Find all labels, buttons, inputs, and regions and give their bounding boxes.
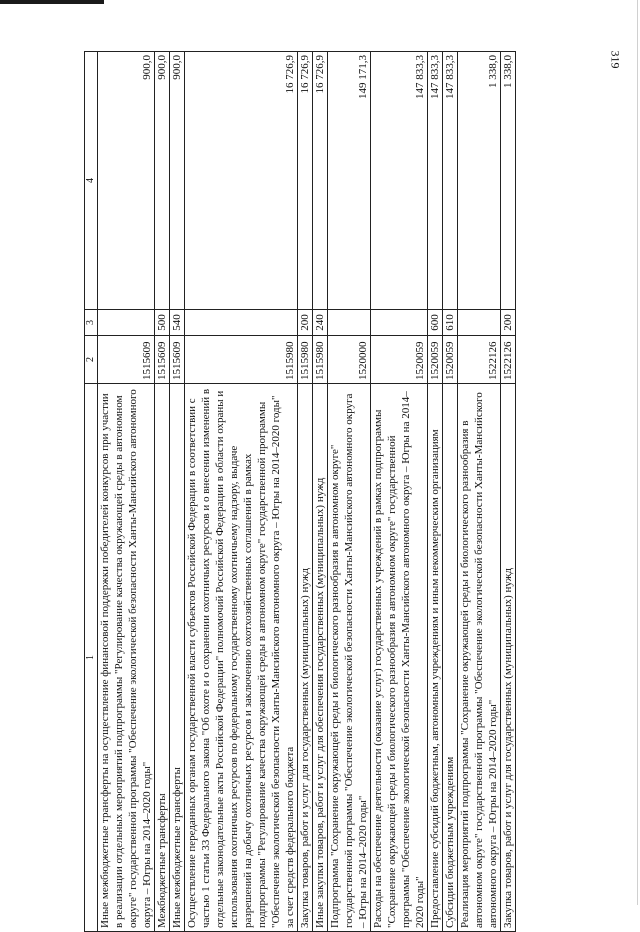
row-name-cell: Иные закупки товаров, работ и услуг для обеспечения государственных (муниципальных) нужд [313, 384, 328, 932]
table-row [443, 52, 458, 932]
table-row [313, 52, 328, 932]
row-name-cell: Осуществление переданных органам государственной власти субъектов Российской Федерации в соответствии с частью 1 статьи 33 Федерального закона "Об охоте и о сохранении охотничьих ресурсов и о внесении изменений в отдельные законодательные акты Российской Федерации" полномочий Российской Федерации в области охраны и использования охотничьих ресурсов по федеральному государственному охотничьему надзору, выдаче разрешений на добычу охотничьих ресурсов и заключению охотхозяйственных соглашений в рамках подпрограммы "Регулирование качества окружающей среды в автономном округе" государственной программы "Обеспечение экологической безопасности Ханты-Мансийского автономного округа – Югры на 2014–2020 годы" за счет средств федерального бюджета [185, 384, 298, 932]
amount-cell: 147 833,3 [443, 52, 458, 310]
vr-cell [328, 310, 371, 336]
code-cell: 1522126 [501, 336, 516, 384]
code-cell: 1522126 [458, 336, 501, 384]
vr-cell [185, 310, 298, 336]
vr-cell: 540 [170, 310, 185, 336]
table-row [298, 52, 313, 932]
code-cell: 1515980 [298, 336, 313, 384]
code-cell: 1515980 [185, 336, 298, 384]
code-cell: 1515609 [155, 336, 170, 384]
row-name-cell: Расходы на обеспечение деятельности (оказание услуг) государственных учреждений в рамках подпрограммы "Сохранение окружающей среды и биологического разнообразия в автономном округе" государственной программы "Обеспечение экологической безопасности Ханты-Мансийского автономного округа – Югры на 2014–2020 годы" [371, 384, 428, 932]
rotated-table-container [84, 52, 576, 932]
vr-cell: 240 [313, 310, 328, 336]
table-row [185, 52, 298, 932]
row-name-cell: Иные межбюджетные трансферты на осуществление финансовой поддержки победителей конкурсов при участии в реализации отдельных мероприятий подпрограммы "Регулирование качества окружающей среды в автономном округе" государственной программы "Обеспечение экологической безопасности Ханты-Мансийского автономного округа – Югры на 2014–2020 годы" [98, 384, 155, 932]
vr-cell: 610 [443, 310, 458, 336]
header-cell: 1 [85, 384, 98, 932]
row-name-cell: Субсидии бюджетным учреждениям [443, 384, 458, 932]
row-name-cell: Межбюджетные трансферты [155, 384, 170, 932]
amount-cell: 900,0 [155, 52, 170, 310]
amount-cell: 16 726,9 [313, 52, 328, 310]
code-cell: 1515609 [170, 336, 185, 384]
scan-edge [637, 0, 638, 905]
code-cell: 1520059 [371, 336, 428, 384]
vr-cell [371, 310, 428, 336]
code-cell: 1515980 [313, 336, 328, 384]
amount-cell: 16 726,9 [185, 52, 298, 310]
table-row [458, 52, 501, 932]
budget-table [84, 51, 516, 932]
header-cell: 4 [85, 52, 98, 310]
amount-cell: 147 833,3 [428, 52, 443, 310]
vr-cell [458, 310, 501, 336]
code-cell: 1520059 [428, 336, 443, 384]
row-name-cell: Предоставление субсидий бюджетным, автономным учреждениям и иным некоммерческим организациям [428, 384, 443, 932]
table-row [328, 52, 371, 932]
top-rule [0, 0, 104, 4]
row-name-cell: Подпрограмма "Сохранение окружающей среды и биологического разнообразия в автономном округе" государственной программы "Обеспечение экологической безопасности Ханты-Мансийского автономного округа – Югры на 2014–2020 годы" [328, 384, 371, 932]
vr-cell: 500 [155, 310, 170, 336]
code-cell: 1520059 [443, 336, 458, 384]
vr-cell [98, 310, 155, 336]
code-cell: 1515609 [98, 336, 155, 384]
table-row [428, 52, 443, 932]
code-cell: 1520000 [328, 336, 371, 384]
header-cell: 2 [85, 336, 98, 384]
table-row [98, 52, 155, 932]
row-name-cell: Закупка товаров, работ и услуг для государственных (муниципальных) нужд [298, 384, 313, 932]
table-row [501, 52, 516, 932]
table-row [170, 52, 185, 932]
vr-cell: 200 [501, 310, 516, 336]
amount-cell: 1 338,0 [501, 52, 516, 310]
row-name-cell: Реализация мероприятий подпрограммы "Сохранение окружающей среды и биологического разнообразия в автономном округе" государственной программы "Обеспечение экологической безопасности Ханты-Мансийского автономного округа – Югры на 2014–2020 годы" [458, 384, 501, 932]
amount-cell: 149 171,3 [328, 52, 371, 310]
header-row [85, 52, 98, 932]
vr-cell: 200 [298, 310, 313, 336]
amount-cell: 900,0 [170, 52, 185, 310]
page-number: 319 [608, 50, 623, 69]
table-row [155, 52, 170, 932]
header-cell: 3 [85, 310, 98, 336]
table-row [371, 52, 428, 932]
row-name-cell: Закупка товаров, работ и услуг для государственных (муниципальных) нужд [501, 384, 516, 932]
vr-cell: 600 [428, 310, 443, 336]
amount-cell: 147 833,3 [371, 52, 428, 310]
amount-cell: 1 338,0 [458, 52, 501, 310]
amount-cell: 16 726,9 [298, 52, 313, 310]
row-name-cell: Иные межбюджетные трансферты [170, 384, 185, 932]
amount-cell: 900,0 [98, 52, 155, 310]
